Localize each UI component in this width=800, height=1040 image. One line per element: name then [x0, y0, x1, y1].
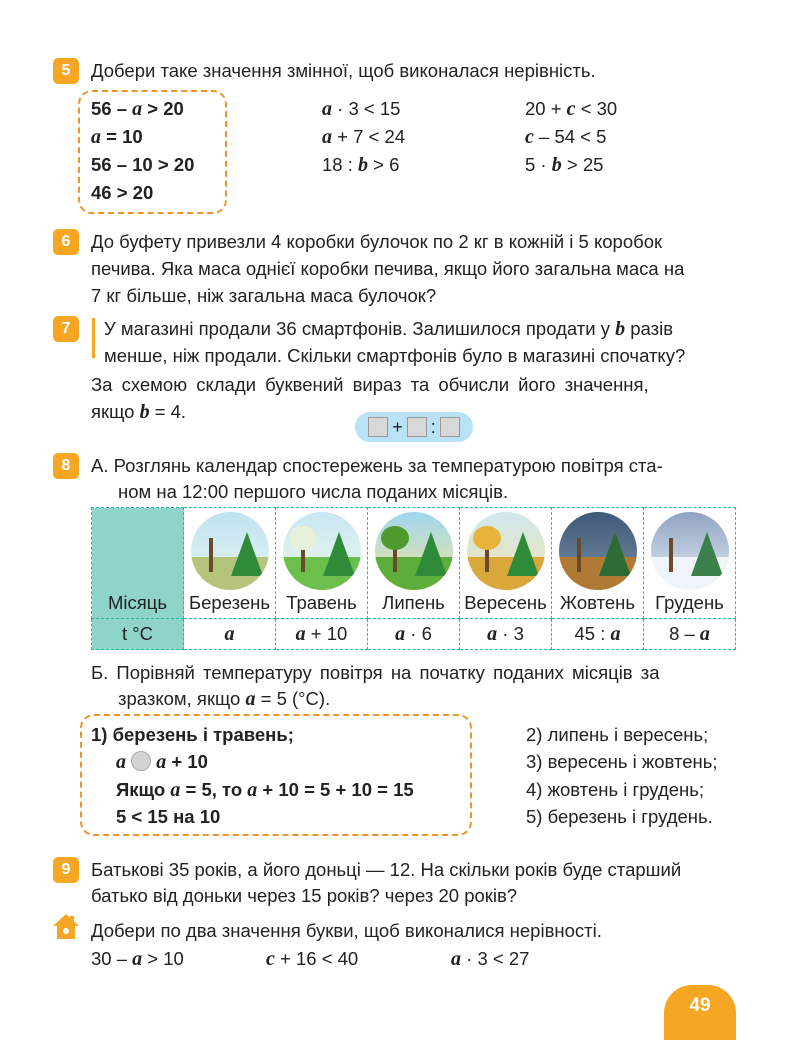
sample-line-3: Якщо a = 5, то a + 10 = 5 + 10 = 15 [116, 779, 414, 801]
task-7-margin-bar [92, 318, 95, 358]
plus-sign: + [392, 416, 403, 437]
sample-line-2: a a + 10 [116, 751, 208, 773]
temp-cell-september: a · 3 [460, 619, 552, 650]
task-9-line-2: батько від доньки через 15 років? через 20 років? [91, 885, 518, 906]
task-8-b-line-1: Б. Порівняй температуру повітря на початку поданих місяців за [91, 662, 660, 683]
month-header-cell: Місяць [92, 508, 184, 619]
temp-cell-march: a [184, 619, 276, 650]
temp-cell-july: a · 6 [368, 619, 460, 650]
colon-sign: : [430, 416, 436, 437]
task-7-badge: 7 [53, 316, 79, 342]
blank-box-2 [407, 417, 427, 437]
month-cell-october: Жовтень [552, 508, 644, 619]
sample-line-4: 5 < 15 на 10 [116, 806, 221, 827]
task-5-example-line-4: 46 > 20 [91, 182, 154, 203]
task-5-col3-line-3: 5 · b > 25 [525, 154, 604, 176]
home-expr-3: a · 3 < 27 [451, 948, 530, 970]
task-6-line-1: До буфету привезли 4 коробки булочок по 2 кг в кожній і 5 коробок [91, 231, 663, 252]
task-8-item-5: 5) березень і грудень. [526, 806, 713, 827]
october-landscape-picture [559, 512, 637, 590]
september-landscape-picture [467, 512, 545, 590]
december-landscape-picture [651, 512, 729, 590]
task-6-badge: 6 [53, 229, 79, 255]
march-landscape-picture [191, 512, 269, 590]
task-5-example-line-1: 56 – a > 20 [91, 98, 184, 120]
page-number: 49 [664, 985, 736, 1040]
home-expr-2: c + 16 < 40 [266, 948, 359, 970]
task-8-item-4: 4) жовтень і грудень; [526, 779, 705, 800]
task-6-line-2: печива. Яка маса однієї коробки печива, якщо його загальна маса на [91, 258, 685, 279]
task-5-example-line-2: a = 10 [91, 126, 143, 148]
month-cell-september: Вересень [460, 508, 552, 619]
comparison-circle-icon [131, 751, 151, 771]
temp-cell-may: a + 10 [276, 619, 368, 650]
task-9-badge: 9 [53, 857, 79, 883]
temperature-calendar-table [91, 507, 736, 650]
home-task-text: Добери по два значення букви, щоб виконалися нерівності. [91, 920, 602, 941]
blank-box-3 [440, 417, 460, 437]
task-7-line-2: менше, ніж продали. Скільки смартфонів було в магазині спочатку? [104, 345, 686, 366]
month-cell-may: Травень [276, 508, 368, 619]
task-5-example-line-3: 56 – 10 > 20 [91, 154, 195, 175]
task-7-line-1: У магазині продали 36 смартфонів. Залишилося продати у b разів [104, 318, 674, 340]
task-5-col2-line-3: 18 : b > 6 [322, 154, 400, 176]
task-7-line-4: якщо b = 4. [91, 401, 187, 423]
task-7-line-3: За схемою склади буквений вираз та обчисли його значення, [91, 374, 649, 395]
blank-box-1 [368, 417, 388, 437]
home-expr-1: 30 – a > 10 [91, 948, 184, 970]
temp-cell-october: 45 : a [552, 619, 644, 650]
task-9-line-1: Батькові 35 років, а його доньці — 12. На скільки років буде старший [91, 859, 682, 880]
temperature-header-cell: t °C [92, 619, 184, 650]
month-cell-march: Березень [184, 508, 276, 619]
sample-line-1: 1) березень і травень; [91, 724, 294, 745]
task-8-b-line-2: зразком, якщо a = 5 (°С). [118, 688, 331, 710]
task-5-col3-line-1: 20 + c < 30 [525, 98, 618, 120]
expression-scheme [355, 412, 473, 442]
task-5-badge: 5 [53, 58, 79, 84]
task-8-a-line-2: ном на 12:00 першого числа поданих місяців. [118, 481, 509, 502]
house-icon [52, 912, 80, 940]
temp-cell-december: 8 – a [644, 619, 736, 650]
july-landscape-picture [375, 512, 453, 590]
month-cell-december: Грудень [644, 508, 736, 619]
task-8-badge: 8 [53, 453, 79, 479]
task-5-col2-line-1: a · 3 < 15 [322, 98, 401, 120]
task-6-line-3: 7 кг більше, ніж загальна маса булочок? [91, 285, 437, 306]
may-landscape-picture [283, 512, 361, 590]
task-5-col2-line-2: a + 7 < 24 [322, 126, 406, 148]
month-cell-july: Липень [368, 508, 460, 619]
task-8-item-3: 3) вересень і жовтень; [526, 751, 718, 772]
task-5-text: Добери таке значення змінної, щоб виконалася нерівність. [91, 60, 596, 81]
task-8-item-2: 2) липень і вересень; [526, 724, 709, 745]
task-5-col3-line-2: c – 54 < 5 [525, 126, 607, 148]
task-8-a-line-1: А. Розглянь календар спостережень за температурою повітря ста- [91, 455, 663, 476]
